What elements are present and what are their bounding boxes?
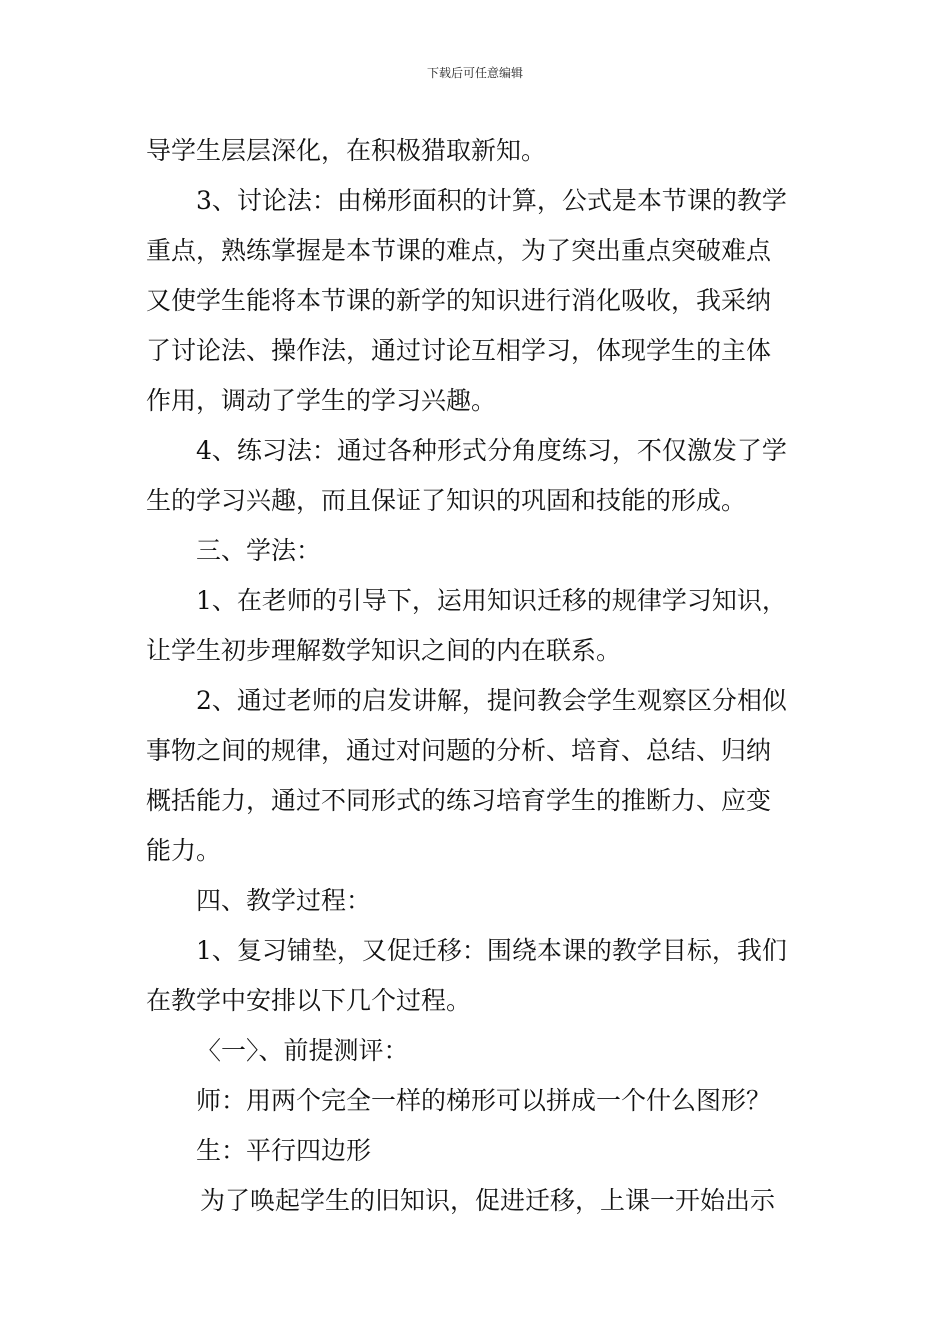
text-line: 了讨论法、操作法，通过讨论互相学习，体现学生的主体 xyxy=(146,336,772,365)
section-heading: 三、学法： xyxy=(196,536,322,565)
text-line: 作用，调动了学生的学习兴趣。 xyxy=(146,386,497,415)
text-line: 事物之间的规律，通过对问题的分析、培育、总结、归纳 xyxy=(146,736,772,765)
text-line: 让学生初步理解数学知识之间的内在联系。 xyxy=(146,636,622,665)
text-line: 为了唤起学生的旧知识，促进迁移，上课一开始出示 xyxy=(200,1186,776,1215)
text-line: 又使学生能将本节课的新学的知识进行消化吸收，我采纳 xyxy=(146,286,772,315)
text-line: 概括能力，通过不同形式的练习培育学生的推断力、应变 xyxy=(146,786,772,815)
sub-heading: 〈一〉、前提测评： xyxy=(196,1036,409,1065)
text-line: 3、讨论法：由梯形面积的计算，公式是本节课的教学 xyxy=(196,186,787,215)
section-heading: 四、教学过程： xyxy=(196,886,372,915)
text-line: 重点，熟练掌握是本节课的难点，为了突出重点突破难点 xyxy=(146,236,772,265)
dialogue-line: 生：平行四边形 xyxy=(196,1136,372,1165)
text-line: 生的学习兴趣，而且保证了知识的巩固和技能的形成。 xyxy=(146,486,747,515)
text-line: 2、通过老师的启发讲解，提问教会学生观察区分相似 xyxy=(196,686,787,715)
page-header: 下载后可任意编辑 xyxy=(426,66,523,80)
text-line: 1、在老师的引导下，运用知识迁移的规律学习知识， xyxy=(196,586,787,615)
text-line: 4、练习法：通过各种形式分角度练习，不仅激发了学 xyxy=(196,436,787,465)
dialogue-line: 师：用两个完全一样的梯形可以拼成一个什么图形？ xyxy=(196,1086,772,1115)
document-body xyxy=(146,126,816,1226)
text-line: 导学生层层深化，在积极猎取新知。 xyxy=(146,136,547,165)
text-line: 在教学中安排以下几个过程。 xyxy=(146,986,472,1015)
text-line: 1、复习铺垫，又促迁移：围绕本课的教学目标，我们 xyxy=(196,936,787,965)
text-line: 能力。 xyxy=(146,836,222,865)
